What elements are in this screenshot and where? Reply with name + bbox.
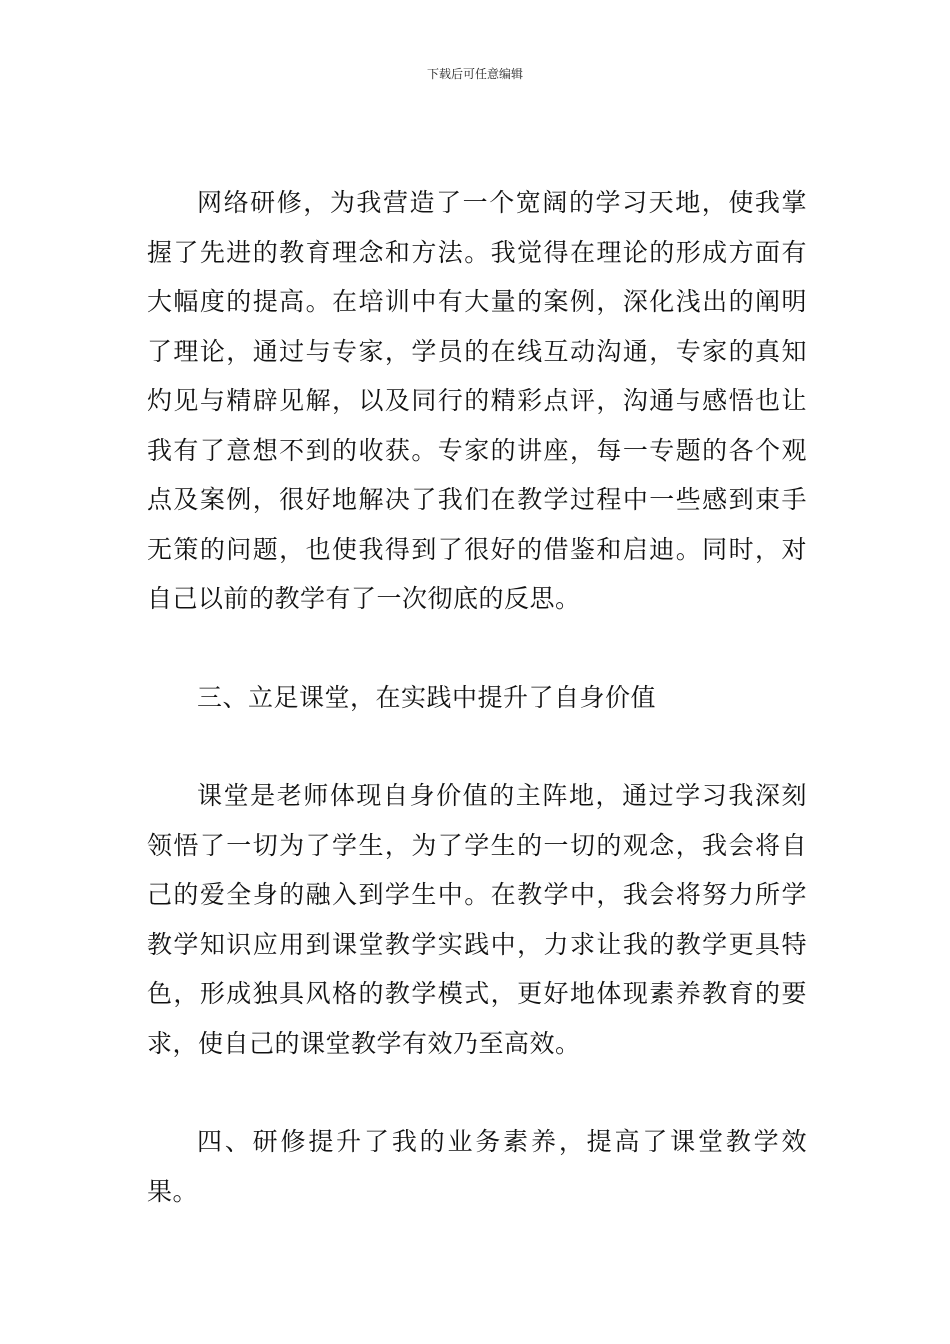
section-heading: 三、立足课堂，在实践中提升了自身价值 [197, 682, 657, 712]
page-header-note: 下载后可任意编辑 [426, 67, 523, 81]
body-paragraph: 网络研修，为我营造了一个宽阔的学习天地，使我掌握了先进的教育理念和方法。我觉得在理论的形成方面有大幅度的提高。在培训中有大量的案例，深化浅出的阐明了理论，通过与专家，学员的在线互动沟通，专家的真知灼见与精辟见解，以及同行的精彩点评，沟通与感悟也让我有了意想不到的收获。专家的讲座，每一专题的各个观点及案例，很好地解决了我们在教学过程中一些感到束手无策的问题，也使我得到了很好的借鉴和启迪。同时，对自己以前的教学有了一次彻底的反思。 [147, 188, 807, 613]
body-paragraph: 课堂是老师体现自身价值的主阵地，通过学习我深刻领悟了一切为了学生，为了学生的一切的观念，我会将自己的爱全身的融入到学生中。在教学中，我会将努力所学教学知识应用到课堂教学实践中，力求让我的教学更具特色，形成独具风格的教学模式，更好地体现素养教育的要求，使自己的课堂教学有效乃至高效。 [147, 781, 807, 1058]
document-body [147, 178, 807, 1216]
section-heading: 四、研修提升了我的业务素养，提高了课堂教学效果。 [147, 1127, 807, 1206]
